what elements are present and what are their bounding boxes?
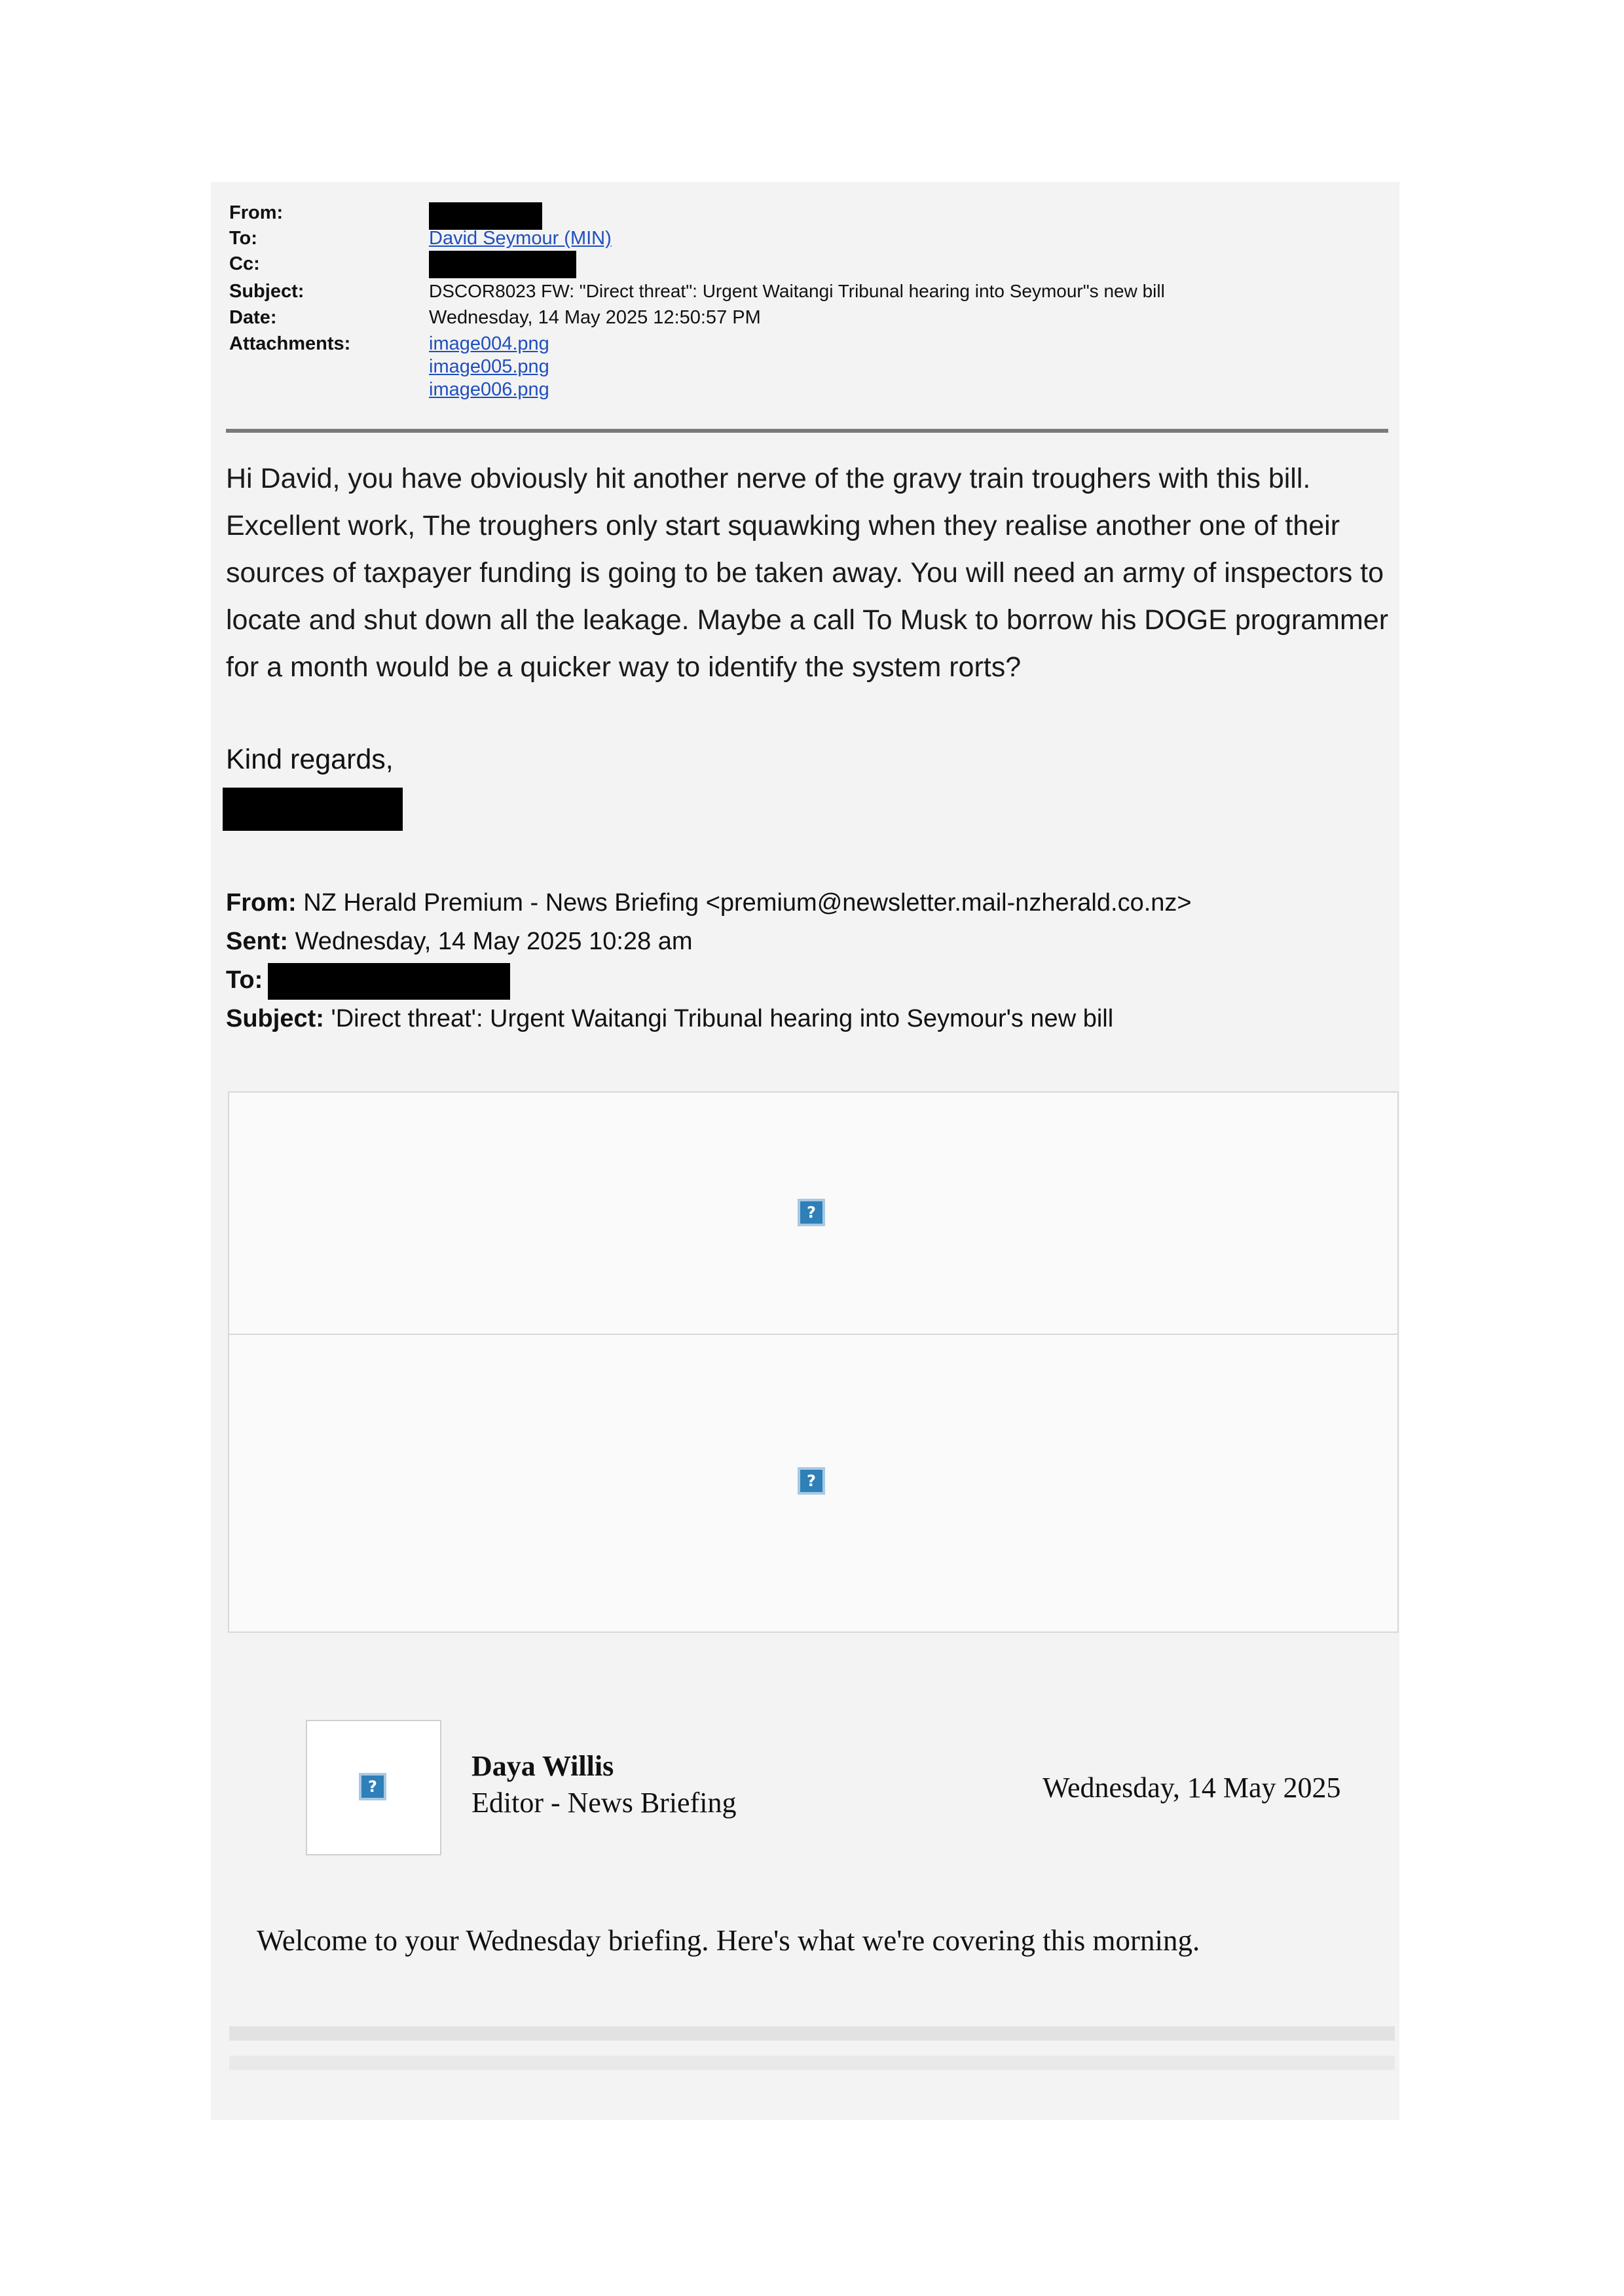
cc-label: Cc: <box>229 253 260 274</box>
forwarded-from-value: NZ Herald Premium - News Briefing <premium@newsletter.mail-nzherald.co.nz> <box>303 889 1192 917</box>
subject-label: Subject: <box>229 281 304 302</box>
forwarded-from-row <box>226 884 1192 922</box>
message-body <box>226 455 1392 691</box>
forwarded-subject-label: Subject: <box>226 1005 324 1032</box>
scan-artifact <box>229 2026 1395 2041</box>
forwarded-to-redaction <box>268 963 510 1000</box>
forwarded-to-label: To: <box>226 966 263 994</box>
attachment-link[interactable]: image004.png <box>429 333 549 354</box>
date-value: Wednesday, 14 May 2025 12:50:57 PM <box>429 307 761 328</box>
welcome-text: Welcome to your Wednesday briefing. Here's what we're covering this morning. <box>257 1924 1200 1957</box>
scan-artifact <box>229 2056 1395 2070</box>
cc-redaction <box>429 251 576 278</box>
attachments-label: Attachments: <box>229 333 351 354</box>
forwarded-subject-row <box>226 1000 1192 1038</box>
date-label: Date: <box>229 307 277 328</box>
forwarded-subject-value: 'Direct threat': Urgent Waitangi Tribunal hearing into Seymour's new bill <box>331 1005 1114 1032</box>
newsletter-date: Wednesday, 14 May 2025 <box>1043 1772 1341 1804</box>
author-photo <box>306 1720 441 1855</box>
forwarded-header <box>226 884 1192 1038</box>
to-label: To: <box>229 228 257 249</box>
author-role: Editor - News Briefing <box>471 1787 737 1819</box>
subject-value: DSCOR8023 FW: "Direct threat": Urgent Waitangi Tribunal hearing into Seymour"s new bill <box>429 281 1165 301</box>
closing-text: Kind regards, <box>226 744 394 775</box>
broken-image-icon: ? <box>359 1773 386 1800</box>
message-text: Hi David, you have obviously hit another nerve of the gravy train troughers with this bill. Excellent work, The troughers only start squawking when they realise another one of their sources of taxpayer funding is going to be taken away. You will need an army of inspectors to locate and shut down all the leakage. Maybe a call To Musk to borrow his DOGE programmer for a month would be a quicker way to identify the system rorts? <box>226 463 1389 683</box>
signature-redaction <box>223 788 403 831</box>
author-name: Daya Willis <box>471 1750 614 1782</box>
broken-image-icon: ? <box>798 1467 825 1495</box>
forwarded-from-label: From: <box>226 889 297 917</box>
newsletter-header-image <box>228 1334 1399 1633</box>
attachment-link[interactable]: image006.png <box>429 379 549 400</box>
header-divider <box>226 429 1388 433</box>
forwarded-sent-row <box>226 922 1192 961</box>
to-recipient-link[interactable]: David Seymour (MIN) <box>429 228 612 249</box>
forwarded-sent-label: Sent: <box>226 928 288 955</box>
broken-image-icon: ? <box>798 1199 825 1226</box>
forwarded-sent-value: Wednesday, 14 May 2025 10:28 am <box>295 928 693 955</box>
forwarded-to-row <box>226 961 1192 1000</box>
attachment-link[interactable]: image005.png <box>429 356 549 377</box>
newsletter-banner-image <box>228 1091 1399 1335</box>
from-label: From: <box>229 202 284 223</box>
